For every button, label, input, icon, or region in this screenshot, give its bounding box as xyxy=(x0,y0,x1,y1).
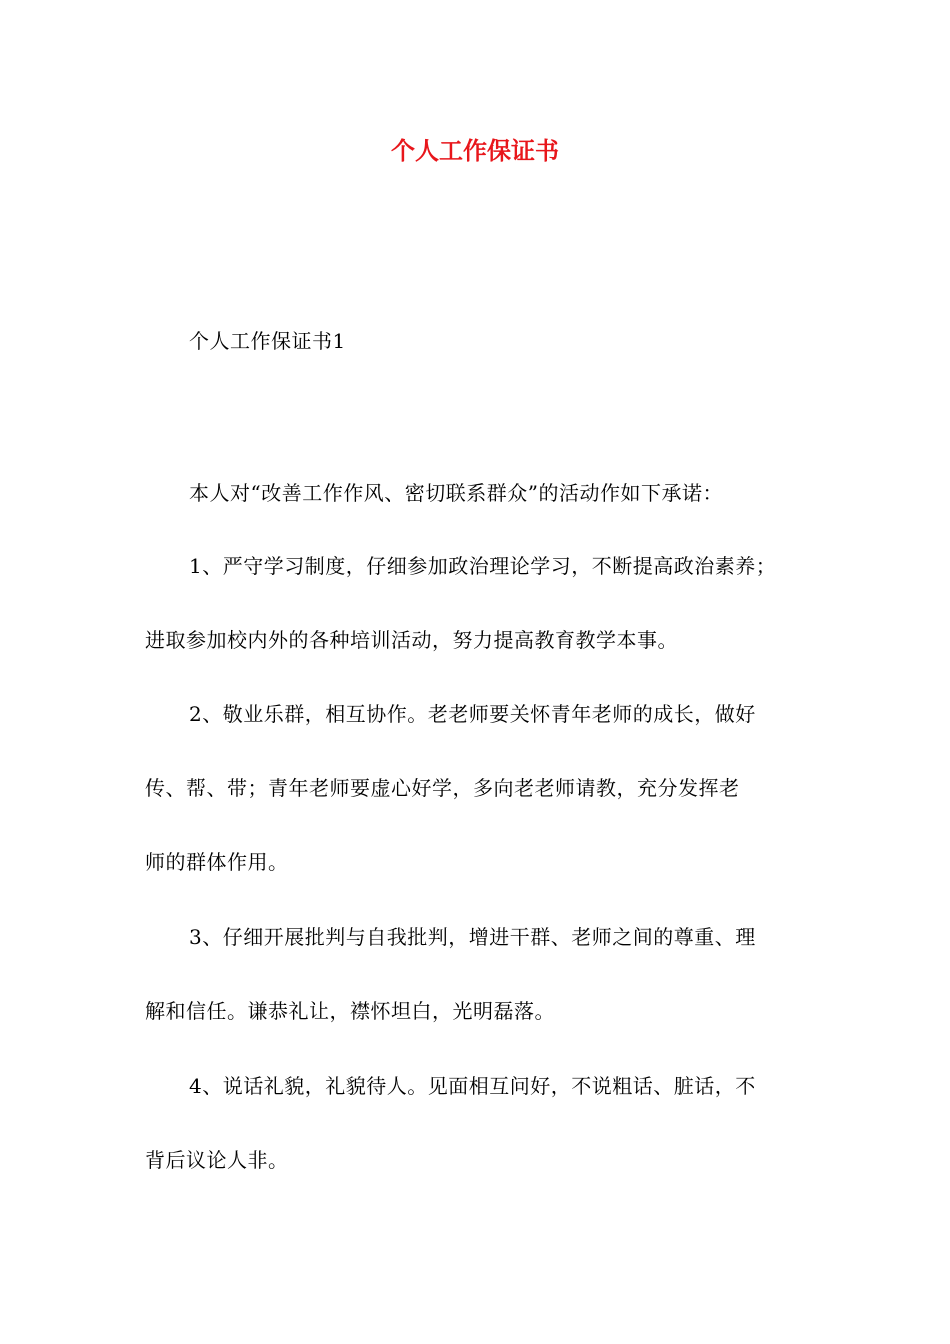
item-3-line-1: 3、仔细开展批判与自我批判，增进干群、老师之间的尊重、理 xyxy=(189,925,756,949)
item-2-line-2: 传、帮、带；青年老师要虚心好学，多向老老师请教，充分发挥老 xyxy=(145,776,740,800)
intro-line: 本人对“改善工作作风、密切联系群众”的活动作如下承诺： xyxy=(189,481,723,505)
section-heading: 个人工作保证书1 xyxy=(189,329,346,353)
item-4-line-1: 4、说话礼貌，礼貌待人。见面相互问好，不说粗话、脏话，不 xyxy=(189,1074,756,1098)
item-3-line-2: 解和信任。谦恭礼让，襟怀坦白，光明磊落。 xyxy=(145,999,555,1023)
document-title: 个人工作保证书 xyxy=(391,136,559,165)
item-1-line-2: 进取参加校内外的各种培训活动，努力提高教育教学本事。 xyxy=(145,628,678,652)
item-4-line-2: 背后议论人非。 xyxy=(145,1148,289,1172)
item-2-line-3: 师的群体作用。 xyxy=(145,850,289,874)
item-1-line-1: 1、严守学习制度，仔细参加政治理论学习，不断提高政治素养； xyxy=(189,554,777,578)
item-2-line-1: 2、敬业乐群，相互协作。老老师要关怀青年老师的成长，做好 xyxy=(189,702,756,726)
